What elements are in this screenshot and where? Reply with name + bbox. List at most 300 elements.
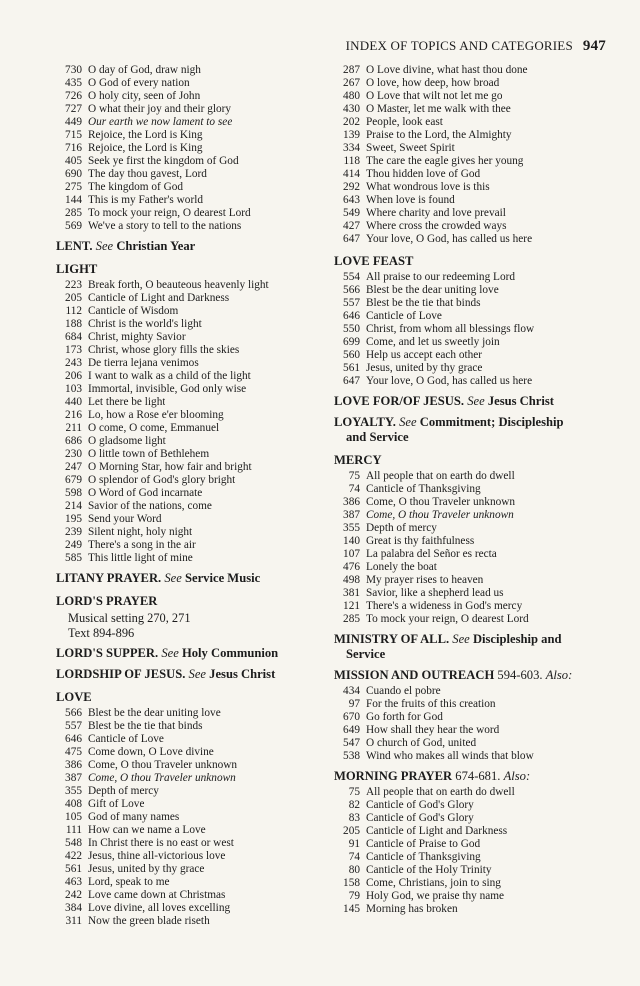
hymn-number: 211 (65, 422, 82, 434)
hymn-number: 690 (65, 168, 82, 180)
hymn-title: Come, O thou Traveler unknown (366, 496, 516, 508)
continued-entry-list (334, 64, 608, 246)
hymn-number: 75 (348, 470, 360, 482)
hymn-number: 647 (343, 233, 360, 245)
hymn-number: 145 (343, 903, 360, 915)
hymn-title: Savior of the nations, come (88, 500, 212, 512)
hymn-entry (334, 271, 608, 284)
hymn-entry (334, 194, 608, 207)
hymn-title: Where cross the crowded ways (366, 220, 507, 232)
hymn-entry (56, 876, 316, 889)
hymn-number: 386 (343, 496, 360, 508)
hymn-number: 686 (65, 435, 82, 447)
hymn-title: O Word of God incarnate (88, 487, 203, 499)
hymn-title: Gift of Love (88, 798, 145, 810)
hymn-title: Canticle of Love (88, 733, 164, 745)
hymn-title: Canticle of Thanksgiving (366, 851, 481, 863)
hymn-title: Christ, mighty Savior (88, 331, 186, 343)
hymn-entry (334, 587, 608, 600)
hymn-entry (334, 825, 608, 838)
hymn-title: Come down, O Love divine (88, 746, 214, 758)
hymn-title: For the fruits of this creation (366, 698, 496, 710)
hymn-number: 498 (343, 574, 360, 586)
hymn-entry (56, 357, 316, 370)
hymn-number: 646 (65, 733, 82, 745)
hymn-number: 715 (65, 129, 82, 141)
hymn-title: O holy city, seen of John (88, 90, 201, 102)
hymn-number: 216 (65, 409, 82, 421)
hymn-title: Lord, speak to me (88, 876, 170, 888)
hymn-title: Great is thy faithfulness (366, 535, 475, 547)
hymn-entry (334, 685, 608, 698)
hymn-number: 214 (65, 500, 82, 512)
hymn-entry (334, 522, 608, 535)
hymn-entry (56, 331, 316, 344)
hymn-title: Canticle of Light and Darkness (366, 825, 508, 837)
hymn-number: 387 (343, 509, 360, 521)
hymn-entry (56, 720, 316, 733)
topic-heading-light: LIGHT (56, 262, 98, 276)
hymn-entry (56, 220, 316, 233)
hymn-entry (334, 375, 608, 388)
hymn-entry (334, 207, 608, 220)
hymn-number: 547 (343, 737, 360, 749)
hymn-title: Blest be the tie that binds (366, 297, 481, 309)
hymn-entry (56, 116, 316, 129)
hymn-number: 430 (343, 103, 360, 115)
hymn-number: 566 (343, 284, 360, 296)
hymn-title: Break forth, O beauteous heavenly light (88, 279, 269, 291)
hymn-title: How can we name a Love (88, 824, 206, 836)
hymn-entry (56, 194, 316, 207)
hymn-title: Your love, O God, has called us here (366, 233, 533, 245)
hymn-number: 561 (65, 863, 82, 875)
hymn-number: 74 (348, 851, 360, 863)
hymn-entry (334, 812, 608, 825)
hymn-entry (56, 370, 316, 383)
hymn-entry (334, 838, 608, 851)
hymn-entry (56, 526, 316, 539)
hymn-entry (56, 759, 316, 772)
hymn-title: There's a wideness in God's mercy (366, 600, 523, 612)
hymn-entry (334, 535, 608, 548)
hymn-entry (334, 90, 608, 103)
hymn-number: 112 (65, 305, 82, 317)
hymn-title: Rejoice, the Lord is King (88, 142, 203, 154)
hymn-title: Jesus, united by thy grace (88, 863, 205, 875)
hymn-number: 684 (65, 331, 82, 343)
page-number: 947 (582, 38, 606, 54)
hymn-number: 408 (65, 798, 82, 810)
hymn-title: The care the eagle gives her young (366, 155, 524, 167)
hymn-number: 548 (65, 837, 82, 849)
hymn-title: O Love that wilt not let me go (366, 90, 503, 102)
hymn-number: 381 (343, 587, 360, 599)
hymn-title: Come, Christians, join to sing (366, 877, 501, 889)
hymn-number: 82 (348, 799, 360, 811)
love-entry-list (56, 707, 316, 928)
hymn-title: All people that on earth do dwell (366, 470, 515, 482)
hymn-title: Canticle of God's Glory (366, 799, 474, 811)
running-title: INDEX OF TOPICS AND CATEGORIES (345, 38, 573, 53)
hymn-title: Jesus, thine all-victorious love (88, 850, 226, 862)
hymn-title: How shall they hear the word (366, 724, 500, 736)
hymn-entry (56, 552, 316, 565)
hymn-title: Sweet, Sweet Spirit (366, 142, 455, 154)
hymn-entry (334, 181, 608, 194)
hymn-number: 75 (348, 786, 360, 798)
hymn-title: Go forth for God (366, 711, 443, 723)
hymn-entry (56, 279, 316, 292)
hymn-entry (334, 786, 608, 799)
hymn-number: 355 (343, 522, 360, 534)
hymn-number: 83 (348, 812, 360, 824)
hymn-title: The day thou gavest, Lord (88, 168, 207, 180)
hymn-title: Our earth we now lament to see (88, 116, 233, 128)
hymn-title: Your love, O God, has called us here (366, 375, 533, 387)
hymn-number: 249 (65, 539, 82, 551)
hymn-entry (56, 500, 316, 513)
hymn-number: 699 (343, 336, 360, 348)
hymn-entry (56, 837, 316, 850)
hymn-title: Blest be the dear uniting love (366, 284, 499, 296)
hymn-number: 449 (65, 116, 82, 128)
hymn-number: 585 (65, 552, 82, 564)
hymn-entry (56, 181, 316, 194)
hymn-number: 566 (65, 707, 82, 719)
light-entry-list (56, 279, 316, 565)
hymn-number: 569 (65, 220, 82, 232)
hymn-entry (56, 850, 316, 863)
hymn-entry (334, 724, 608, 737)
hymn-number: 79 (348, 890, 360, 902)
hymn-number: 384 (65, 902, 82, 914)
hymn-entry (56, 824, 316, 837)
hymn-title: All people that on earth do dwell (366, 786, 515, 798)
hymn-entry (56, 772, 316, 785)
hymn-title: Rejoice, the Lord is King (88, 129, 203, 141)
hymn-number: 247 (65, 461, 82, 473)
hymn-entry (334, 297, 608, 310)
hymn-entry (56, 785, 316, 798)
hymn-entry (334, 77, 608, 90)
hymn-number: 206 (65, 370, 82, 382)
hymn-number: 103 (65, 383, 82, 395)
hymn-number: 105 (65, 811, 82, 823)
hymn-entry (56, 513, 316, 526)
hymn-number: 275 (65, 181, 82, 193)
hymn-number: 463 (65, 876, 82, 888)
hymn-entry (56, 103, 316, 116)
hymn-number: 647 (343, 375, 360, 387)
text-reference: Text 894-896 (68, 625, 135, 640)
topic-heading-love-for-of-jesus: LOVE FOR/OF JESUS. See Jesus Christ (334, 394, 554, 408)
hymn-title: Lonely the boat (366, 561, 437, 573)
hymn-entry (56, 344, 316, 357)
hymn-number: 557 (65, 720, 82, 732)
hymn-entry (334, 903, 608, 916)
hymn-entry (334, 349, 608, 362)
hymn-title: People, look east (366, 116, 443, 128)
topic-heading-morning-prayer: MORNING PRAYER 674-681. Also: (334, 769, 531, 783)
hymn-number: 74 (348, 483, 360, 495)
hymn-entry (334, 574, 608, 587)
hymn-title: Immortal, invisible, God only wise (88, 383, 247, 395)
hymn-entry (56, 487, 316, 500)
hymn-title: Lo, how a Rose e'er blooming (88, 409, 224, 421)
hymn-title: Jesus, united by thy grace (366, 362, 483, 374)
hymn-entry (56, 207, 316, 220)
hymn-entry (56, 77, 316, 90)
hymn-number: 434 (343, 685, 360, 697)
hymn-number: 311 (65, 915, 82, 927)
hymn-title: There's a song in the air (88, 539, 196, 551)
hymn-entry (56, 902, 316, 915)
hymn-title: All praise to our redeeming Lord (366, 271, 516, 283)
hymn-title: Canticle of Wisdom (88, 305, 179, 317)
hymn-title: Canticle of Thanksgiving (366, 483, 481, 495)
hymn-title: Canticle of Love (366, 310, 442, 322)
hymn-entry (334, 323, 608, 336)
hymn-number: 561 (343, 362, 360, 374)
hymn-title: Where charity and love prevail (366, 207, 506, 219)
hymn-number: 287 (343, 64, 360, 76)
hymn-entry (56, 142, 316, 155)
hymn-title: Now the green blade riseth (88, 915, 210, 927)
hymn-entry (56, 798, 316, 811)
hymn-number: 716 (65, 142, 82, 154)
hymn-title: Canticle of the Holy Trinity (366, 864, 492, 876)
hymn-entry (56, 318, 316, 331)
mission-entry-list (334, 685, 608, 763)
hymn-entry (56, 396, 316, 409)
hymn-number: 158 (343, 877, 360, 889)
hymn-entry (334, 750, 608, 763)
hymn-entry (56, 435, 316, 448)
hymn-entry (56, 155, 316, 168)
hymn-entry (56, 409, 316, 422)
hymn-entry (334, 496, 608, 509)
hymn-number: 118 (343, 155, 360, 167)
hymn-title: Come, and let us sweetly join (366, 336, 500, 348)
hymn-entry (334, 142, 608, 155)
hymn-entry (334, 116, 608, 129)
hymn-number: 121 (343, 600, 360, 612)
hymn-title: To mock your reign, O dearest Lord (366, 613, 529, 625)
hymn-title: O splendor of God's glory bright (88, 474, 236, 486)
hymn-title: Christ, from whom all blessings flow (366, 323, 535, 335)
hymn-entry (334, 362, 608, 375)
hymn-entry (56, 915, 316, 928)
hymn-title: O come, O come, Emmanuel (88, 422, 220, 434)
topic-heading-mercy: MERCY (334, 453, 382, 467)
hymn-number: 670 (343, 711, 360, 723)
hymn-entry (56, 539, 316, 552)
hymn-number: 538 (343, 750, 360, 762)
hymn-number: 643 (343, 194, 360, 206)
hymn-number: 334 (343, 142, 360, 154)
hymn-number: 480 (343, 90, 360, 102)
hymn-entry (56, 129, 316, 142)
hymn-number: 144 (65, 194, 82, 206)
hymn-title: Seek ye first the kingdom of God (88, 155, 239, 167)
hymn-title: O Master, let me walk with thee (366, 103, 511, 115)
right-column (334, 64, 608, 916)
hymn-title: O Love divine, what hast thou done (366, 64, 528, 76)
hymn-title: The kingdom of God (88, 181, 184, 193)
hymn-entry (56, 746, 316, 759)
hymn-number: 387 (65, 772, 82, 784)
topic-heading-ministry-of-all: MINISTRY OF ALL. See Discipleship and Service (334, 632, 562, 661)
hymn-number: 223 (65, 279, 82, 291)
topic-heading-love: LOVE (56, 690, 92, 704)
hymn-title: This little light of mine (88, 552, 193, 564)
hymn-number: 242 (65, 889, 82, 901)
hymn-title: To mock your reign, O dearest Lord (88, 207, 251, 219)
hymn-entry (334, 310, 608, 323)
hymn-title: Love came down at Christmas (88, 889, 226, 901)
hymn-entry (334, 877, 608, 890)
hymn-title: I want to walk as a child of the light (88, 370, 251, 382)
hymn-number: 727 (65, 103, 82, 115)
hymn-title: Canticle of Light and Darkness (88, 292, 230, 304)
hymn-title: O what their joy and their glory (88, 103, 232, 115)
hymn-number: 195 (65, 513, 82, 525)
hymn-number: 205 (65, 292, 82, 304)
hymn-number: 202 (343, 116, 360, 128)
topic-heading-mission-and-outreach: MISSION AND OUTREACH 594-603. Also: (334, 668, 573, 682)
hymn-entry (334, 864, 608, 877)
hymn-entry (334, 64, 608, 77)
hymn-number: 560 (343, 349, 360, 361)
hymn-number: 173 (65, 344, 82, 356)
hymn-title: Blest be the tie that binds (88, 720, 203, 732)
hymn-title: When love is found (366, 194, 455, 206)
hymn-title: Cuando el pobre (366, 685, 441, 697)
hymn-entry (56, 305, 316, 318)
hymn-number: 730 (65, 64, 82, 76)
hymn-number: 726 (65, 90, 82, 102)
hymn-title: God of many names (88, 811, 180, 823)
hymn-title: Christ, whose glory fills the skies (88, 344, 240, 356)
hymn-title: Depth of mercy (366, 522, 437, 534)
hymn-number: 405 (65, 155, 82, 167)
hymn-title: Canticle of Praise to God (366, 838, 481, 850)
hymn-number: 97 (348, 698, 360, 710)
hymn-entry (56, 733, 316, 746)
hymn-entry (56, 168, 316, 181)
hymn-title: Come, O thou Traveler unknown (366, 509, 514, 521)
hymn-entry (56, 64, 316, 77)
hymn-number: 554 (343, 271, 360, 283)
hymn-entry (334, 336, 608, 349)
hymn-number: 386 (65, 759, 82, 771)
hymn-number: 646 (343, 310, 360, 322)
hymn-entry (56, 448, 316, 461)
hymn-entry (334, 483, 608, 496)
hymn-title: My prayer rises to heaven (366, 574, 484, 586)
hymn-title: Let there be light (88, 396, 166, 408)
hymn-entry (334, 851, 608, 864)
hymn-title: O love, how deep, how broad (366, 77, 500, 89)
hymn-number: 107 (343, 548, 360, 560)
hymn-entry (334, 600, 608, 613)
hymn-title: Silent night, holy night (88, 526, 193, 538)
hymn-entry (334, 890, 608, 903)
hymn-number: 91 (348, 838, 360, 850)
hymn-title: O church of God, united (366, 737, 477, 749)
hymn-entry (334, 737, 608, 750)
hymn-entry (56, 889, 316, 902)
hymn-number: 649 (343, 724, 360, 736)
love-feast-entry-list (334, 271, 608, 388)
hymn-title: O day of God, draw nigh (88, 64, 201, 76)
hymn-entry (334, 470, 608, 483)
hymn-title: What wondrous love is this (366, 181, 490, 193)
hymn-number: 549 (343, 207, 360, 219)
left-column (56, 64, 316, 928)
hymn-title: In Christ there is no east or west (88, 837, 234, 849)
hymn-entry (334, 711, 608, 724)
hymn-number: 414 (343, 168, 360, 180)
hymn-entry (56, 292, 316, 305)
hymn-entry (334, 799, 608, 812)
hymn-title: Holy God, we praise thy name (366, 890, 505, 902)
hymn-number: 140 (343, 535, 360, 547)
hymn-number: 139 (343, 129, 360, 141)
hymn-title: O Morning Star, how fair and bright (88, 461, 252, 473)
hymn-title: O gladsome light (88, 435, 166, 447)
topic-heading-lords-prayer: LORD'S PRAYER (56, 594, 158, 608)
hymn-number: 557 (343, 297, 360, 309)
hymn-number: 598 (65, 487, 82, 499)
continued-entry-list (56, 64, 316, 233)
hymn-entry (334, 233, 608, 246)
hymn-title: Savior, like a shepherd lead us (366, 587, 504, 599)
hymn-number: 476 (343, 561, 360, 573)
hymn-entry (334, 698, 608, 711)
hymn-entry (56, 863, 316, 876)
hymn-entry (56, 707, 316, 720)
hymn-number: 435 (65, 77, 82, 89)
hymn-title: Depth of mercy (88, 785, 159, 797)
hymn-entry (334, 168, 608, 181)
mercy-entry-list (334, 470, 608, 626)
hymn-number: 285 (343, 613, 360, 625)
hymn-entry (334, 561, 608, 574)
hymn-number: 422 (65, 850, 82, 862)
hymn-entry (334, 284, 608, 297)
hymn-number: 440 (65, 396, 82, 408)
hymn-title: Send your Word (88, 513, 162, 525)
hymn-entry (334, 220, 608, 233)
hymn-entry (334, 509, 608, 522)
hymn-entry (334, 103, 608, 116)
hymn-title: We've a story to tell to the nations (88, 220, 242, 232)
hymn-title: This is my Father's world (88, 194, 203, 206)
hymn-title: De tierra lejana venimos (88, 357, 199, 369)
hymn-number: 188 (65, 318, 82, 330)
hymn-entry (334, 548, 608, 561)
hymn-number: 355 (65, 785, 82, 797)
hymn-number: 475 (65, 746, 82, 758)
morning-prayer-entry-list (334, 786, 608, 916)
page-header (346, 38, 606, 55)
hymn-number: 267 (343, 77, 360, 89)
hymn-title: Blest be the dear uniting love (88, 707, 221, 719)
hymn-title: Praise to the Lord, the Almighty (366, 129, 512, 141)
musical-setting: Musical setting 270, 271 (68, 611, 191, 625)
